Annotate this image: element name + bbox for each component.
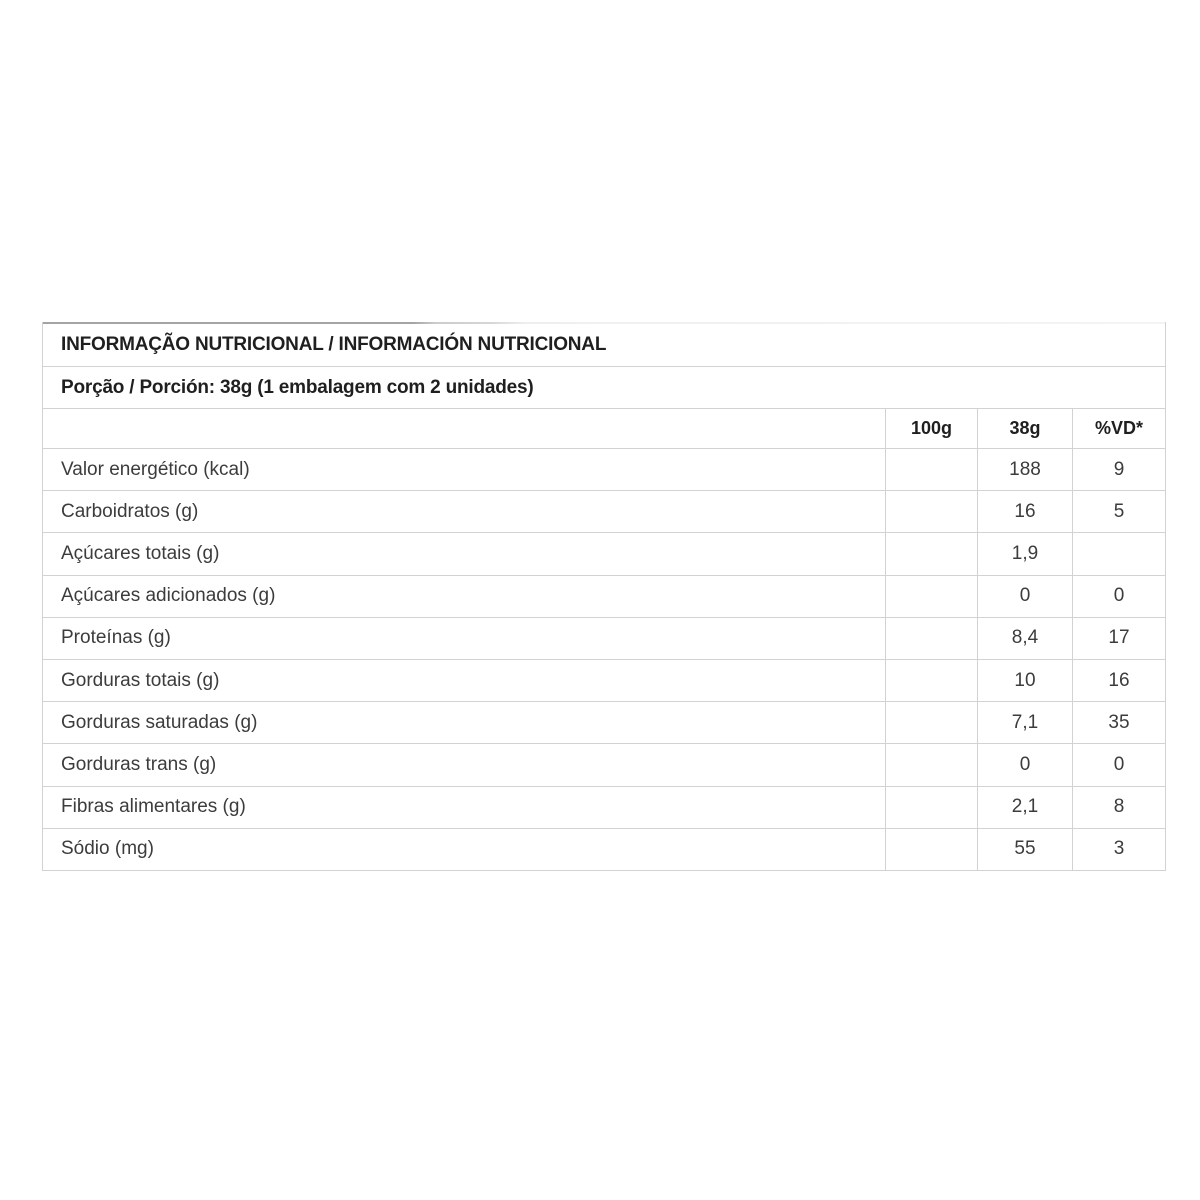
column-header-empty [43,409,885,448]
table-title: INFORMAÇÃO NUTRICIONAL / INFORMACIÓN NUTRICIONAL [61,334,607,355]
value-38g: 8,4 [977,618,1072,659]
value-vd: 9 [1072,449,1165,490]
table-row [43,829,1165,870]
value-vd: 35 [1072,702,1165,743]
nutrition-facts-table [42,322,1166,871]
value-vd: 5 [1072,491,1165,532]
value-vd: 0 [1072,576,1165,617]
value-100g [885,744,977,785]
value-38g: 2,1 [977,787,1072,828]
value-38g: 7,1 [977,702,1072,743]
value-vd: 17 [1072,618,1165,659]
value-vd: 3 [1072,829,1165,870]
nutrient-label: Sódio (mg) [61,838,154,860]
value-100g [885,829,977,870]
serving-size-text: Porção / Porción: 38g (1 embalagem com 2 unidades) [61,376,534,398]
column-header-row [43,409,1165,449]
value-100g [885,660,977,701]
value-38g: 55 [977,829,1072,870]
value-100g [885,491,977,532]
value-100g [885,533,977,574]
table-row [43,533,1165,575]
table-title-row [43,324,1165,367]
value-vd [1072,533,1165,574]
column-header-100g: 100g [885,409,977,448]
value-100g [885,787,977,828]
nutrient-label: Gorduras totais (g) [61,669,220,691]
value-vd: 8 [1072,787,1165,828]
value-100g [885,702,977,743]
value-vd: 0 [1072,744,1165,785]
table-row [43,576,1165,618]
value-38g: 0 [977,576,1072,617]
nutrient-label: Fibras alimentares (g) [61,796,246,818]
table-row [43,491,1165,533]
serving-size-row [43,367,1165,409]
nutrient-label: Açúcares totais (g) [61,543,220,564]
value-38g: 0 [977,744,1072,785]
nutrient-label: Gorduras saturadas (g) [61,711,258,733]
table-row [43,618,1165,660]
nutrient-label: Açúcares adicionados (g) [61,585,276,607]
column-header-38g: 38g [977,409,1072,448]
nutrient-label: Gorduras trans (g) [61,754,217,776]
table-row [43,449,1165,491]
value-38g: 1,9 [977,533,1072,574]
table-row [43,744,1165,786]
table-row [43,702,1165,744]
table-row [43,787,1165,829]
value-38g: 16 [977,491,1072,532]
nutrient-label: Carboidratos (g) [61,500,199,522]
value-100g [885,576,977,617]
column-header-vd: %VD* [1072,409,1165,448]
nutrient-label: Valor energético (kcal) [61,458,250,480]
table-row [43,660,1165,702]
value-100g [885,618,977,659]
nutrient-label: Proteínas (g) [61,627,171,649]
value-100g [885,449,977,490]
value-vd: 16 [1072,660,1165,701]
value-38g: 188 [977,449,1072,490]
value-38g: 10 [977,660,1072,701]
